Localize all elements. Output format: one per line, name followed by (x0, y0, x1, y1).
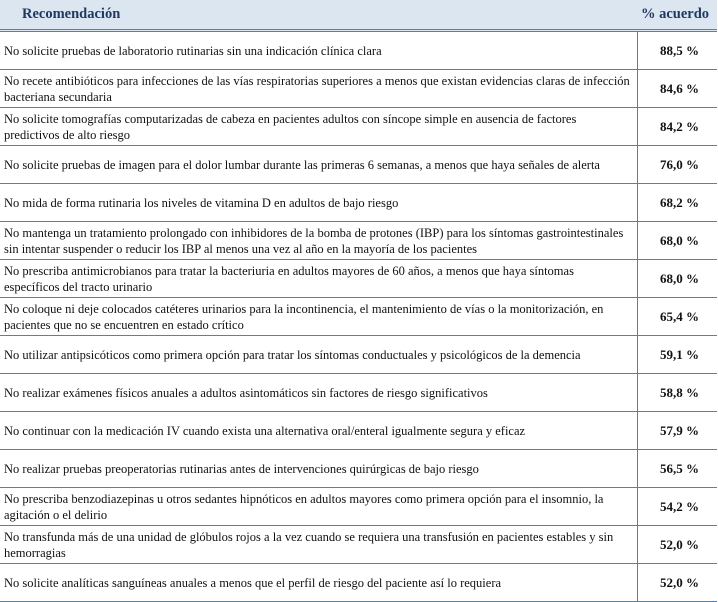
header-agreement: % acuerdo (637, 0, 717, 31)
table-row (0, 450, 717, 488)
agreement-cell: 68,2 % (637, 184, 717, 222)
recommendation-cell: No realizar exámenes físicos anuales a adultos asintomáticos sin factores de riesgo significativos (0, 374, 637, 412)
table-row (0, 336, 717, 374)
recommendation-cell: No solicite pruebas de imagen para el dolor lumbar durante las primeras 6 semanas, a menos que haya señales de alerta (0, 146, 637, 184)
agreement-cell: 58,8 % (637, 374, 717, 412)
table-row (0, 222, 717, 260)
agreement-cell: 52,0 % (637, 526, 717, 564)
agreement-cell: 52,0 % (637, 564, 717, 602)
recommendation-cell: No solicite analíticas sanguíneas anuales a menos que el perfil de riesgo del paciente así lo requiera (0, 564, 637, 602)
recommendation-cell: No transfunda más de una unidad de glóbulos rojos a la vez cuando se requiera una transfusión en pacientes estables y sin hemorragias (0, 526, 637, 564)
agreement-cell: 84,2 % (637, 108, 717, 146)
recommendation-cell: No solicite pruebas de laboratorio rutinarias sin una indicación clínica clara (0, 31, 637, 70)
recommendation-cell: No recete antibióticos para infecciones de las vías respiratorias superiores a menos que existan evidencias claras de infección bacteriana secundaria (0, 70, 637, 108)
agreement-cell: 65,4 % (637, 298, 717, 336)
table-row (0, 374, 717, 412)
agreement-cell: 56,5 % (637, 450, 717, 488)
agreement-cell: 68,0 % (637, 222, 717, 260)
agreement-cell: 57,9 % (637, 412, 717, 450)
recommendation-cell: No solicite tomografías computarizadas de cabeza en pacientes adultos con síncope simple en ausencia de factores predictivos de alto riesgo (0, 108, 637, 146)
table-row (0, 260, 717, 298)
agreement-cell: 88,5 % (637, 31, 717, 70)
recommendation-cell: No continuar con la medicación IV cuando exista una alternativa oral/enteral igualmente segura y eficaz (0, 412, 637, 450)
agreement-cell: 59,1 % (637, 336, 717, 374)
agreement-cell: 84,6 % (637, 70, 717, 108)
table-row (0, 298, 717, 336)
recommendation-cell: No mida de forma rutinaria los niveles de vitamina D en adultos de bajo riesgo (0, 184, 637, 222)
recommendation-cell: No realizar pruebas preoperatorias rutinarias antes de intervenciones quirúrgicas de bajo riesgo (0, 450, 637, 488)
table-row (0, 70, 717, 108)
agreement-cell: 76,0 % (637, 146, 717, 184)
agreement-cell: 54,2 % (637, 488, 717, 526)
table-row (0, 184, 717, 222)
recommendation-cell: No utilizar antipsicóticos como primera opción para tratar los síntomas conductuales y psicológicos de la demencia (0, 336, 637, 374)
table-row (0, 31, 717, 70)
agreement-cell: 68,0 % (637, 260, 717, 298)
table-row (0, 108, 717, 146)
header-row (0, 0, 717, 31)
table-row (0, 146, 717, 184)
recommendation-cell: No prescriba antimicrobianos para tratar la bacteriuria en adultos mayores de 60 años, a menos que haya síntomas específicos del tracto urinario (0, 260, 637, 298)
recommendation-cell: No coloque ni deje colocados catéteres urinarios para la incontinencia, el mantenimiento de vías o la monitorización, en pacientes que no se encuentren en estado crítico (0, 298, 637, 336)
recommendation-cell: No mantenga un tratamiento prolongado con inhibidores de la bomba de protones (IBP) para los síntomas gastrointestinales sin intentar suspender o reducir los IBP al menos una vez al año en la mayoría de los pacientes (0, 222, 637, 260)
table-row (0, 564, 717, 602)
header-recommendation: Recomendación (0, 0, 637, 31)
table-row (0, 526, 717, 564)
table-row (0, 412, 717, 450)
table-row (0, 488, 717, 526)
recommendation-cell: No prescriba benzodiazepinas u otros sedantes hipnóticos en adultos mayores como primera opción para el insomnio, la agitación o el delirio (0, 488, 637, 526)
